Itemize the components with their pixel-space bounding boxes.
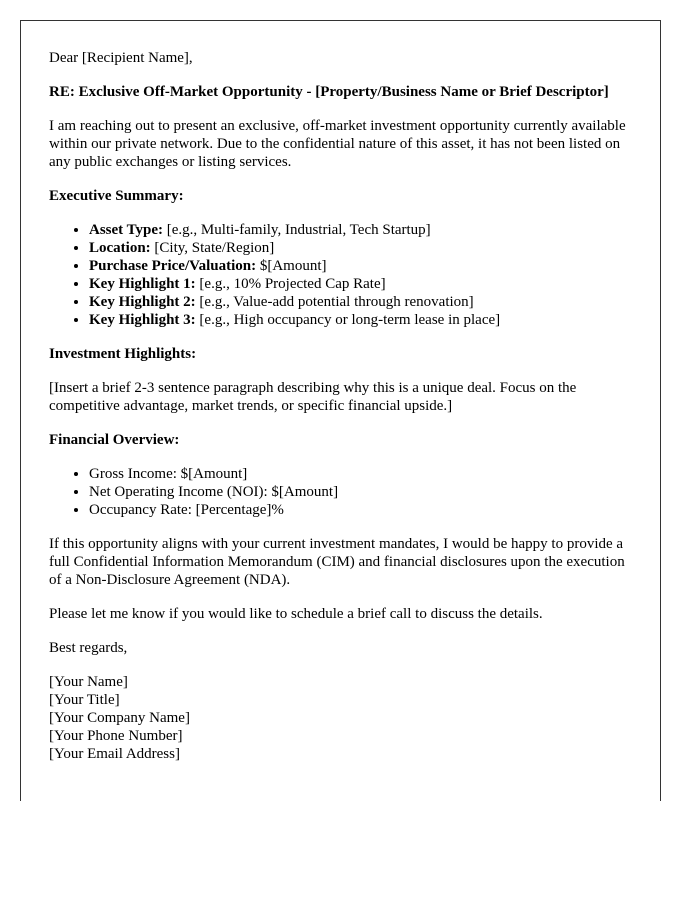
- financial-overview-heading: Financial Overview:: [49, 432, 180, 448]
- list-item: • Location: [City, State/Region]: [89, 239, 632, 257]
- signature-title: [Your Title]: [49, 692, 120, 708]
- letter-page: [20, 20, 661, 801]
- call-request: Please let me know if you would like to schedule a brief call to discuss the details.: [49, 606, 543, 622]
- sign-off: Best regards,: [49, 640, 128, 656]
- subject-line: RE: Exclusive Off-Market Opportunity - [Property/Business Name or Brief Descriptor]: [49, 84, 609, 100]
- executive-summary-list: [49, 221, 632, 329]
- closing-paragraph: If this opportunity aligns with your current investment mandates, I would be happy to provide a full Confidential Information Memorandum (CIM) and financial disclosures upon the execution of a Non-Disclosure Agreement (NDA).: [49, 536, 625, 588]
- investment-highlights-text: [Insert a brief 2-3 sentence paragraph describing why this is a unique deal. Focus on the competitive advantage, market trends, or specific financial upside.]: [49, 380, 577, 414]
- list-item: • Key Highlight 3: [e.g., High occupancy or long-term lease in place]: [89, 311, 632, 329]
- signature-phone: [Your Phone Number]: [49, 728, 183, 744]
- list-item: • Gross Income: $[Amount]: [89, 465, 632, 483]
- investment-highlights-heading: Investment Highlights:: [49, 346, 197, 362]
- financial-overview-list: [49, 465, 632, 519]
- signature-block: [49, 673, 632, 763]
- list-item: • Asset Type: [e.g., Multi-family, Industrial, Tech Startup]: [89, 221, 632, 239]
- list-item: • Purchase Price/Valuation: $[Amount]: [89, 257, 632, 275]
- intro-paragraph: I am reaching out to present an exclusive, off-market investment opportunity currently available within our private network. Due to the confidential nature of this asset, it has not been listed on any public exchanges or listing services.: [49, 118, 626, 170]
- list-item: • Key Highlight 1: [e.g., 10% Projected Cap Rate]: [89, 275, 632, 293]
- list-item: • Occupancy Rate: [Percentage]%: [89, 501, 632, 519]
- list-item: • Net Operating Income (NOI): $[Amount]: [89, 483, 632, 501]
- executive-summary-heading: Executive Summary:: [49, 188, 184, 204]
- greeting: Dear [Recipient Name],: [49, 50, 193, 66]
- list-item: • Key Highlight 2: [e.g., Value-add potential through renovation]: [89, 293, 632, 311]
- signature-name: [Your Name]: [49, 674, 128, 690]
- signature-company: [Your Company Name]: [49, 710, 190, 726]
- signature-email: [Your Email Address]: [49, 746, 180, 762]
